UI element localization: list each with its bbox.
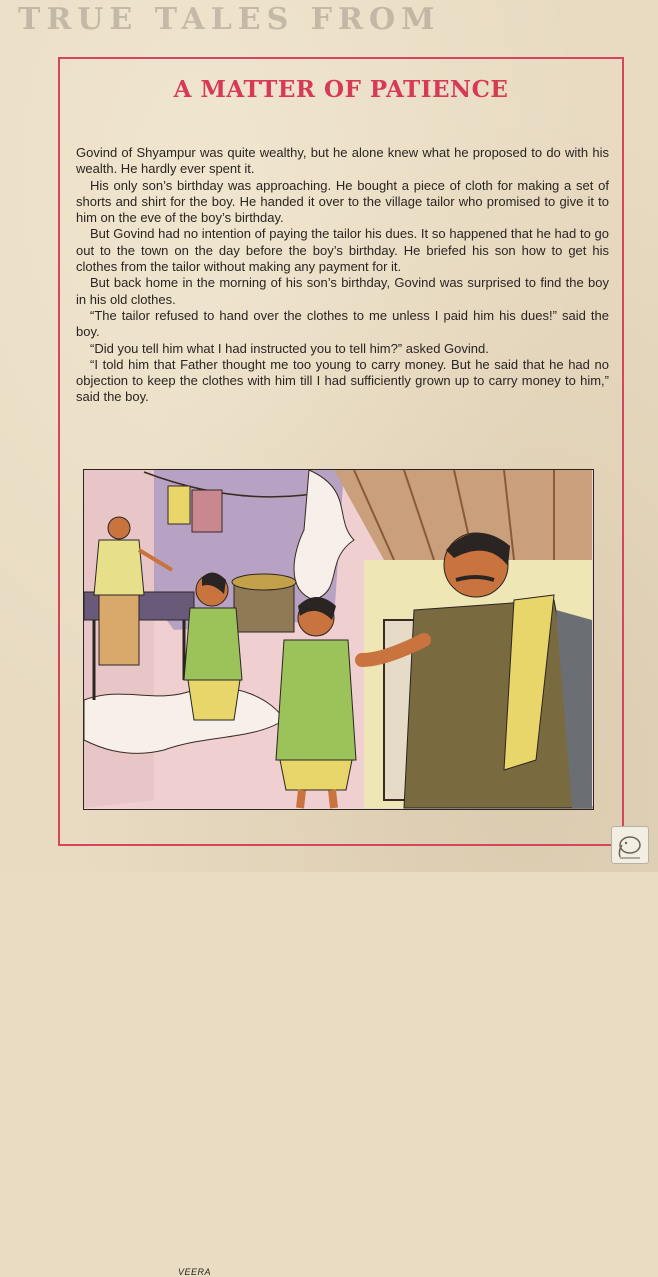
elephant-logo-icon [611,826,649,864]
story-paragraph: Govind of Shyampur was quite wealthy, but he alone knew what he proposed to do with his wealth. He hardly ever spent it. [76,145,609,177]
hanging-cloth-yellow [168,486,190,524]
story-paragraph: “The tailor refused to hand over the clothes to me unless I paid him his dues!” said the boy. [76,307,609,340]
story-body [76,145,609,406]
story-paragraph: “I told him that Father thought me too young to carry money. But he said that he had no objection to keep the clothes with him till I had sufficiently grown up to carry money to him,” said the boy. [76,356,609,405]
illustration-scene [84,470,592,808]
story-paragraph: “Did you tell him what I had instructed you to tell him?” asked Govind. [90,340,489,356]
bleed-through-heading: TRUE TALES FROM [18,2,441,37]
story-paragraph: But back home in the morning of his son’s birthday, Govind was surprised to find the boy in his old clothes. [76,275,609,307]
hanging-cloth-checked [192,490,222,532]
boy1-shorts [188,680,240,720]
boy2-shorts [280,760,352,790]
tailor-head [108,517,130,539]
tailor-body [94,540,144,595]
boy2-shirt [276,640,356,760]
story-illustration [83,469,594,1277]
story-paragraph: But Govind had no intention of paying the tailor his dues. It so happened that he had to go out to the town on the day before the boy’s birthday. He briefed his son how to get his clothes from the tailor without making any payment for it. [76,226,609,275]
tailor-dhoti [99,595,139,665]
story-paragraph: His only son’s birthday was approaching. He bought a piece of cloth for making a set of shorts and shirt for the boy. He handed it over to the village tailor who promised to give it to him on the eve of the boy’s birthday. [76,177,609,226]
story-title: A MATTER OF PATIENCE [173,76,509,103]
boy1-shirt [184,608,242,680]
artist-signature: VEERA [178,1267,212,1277]
